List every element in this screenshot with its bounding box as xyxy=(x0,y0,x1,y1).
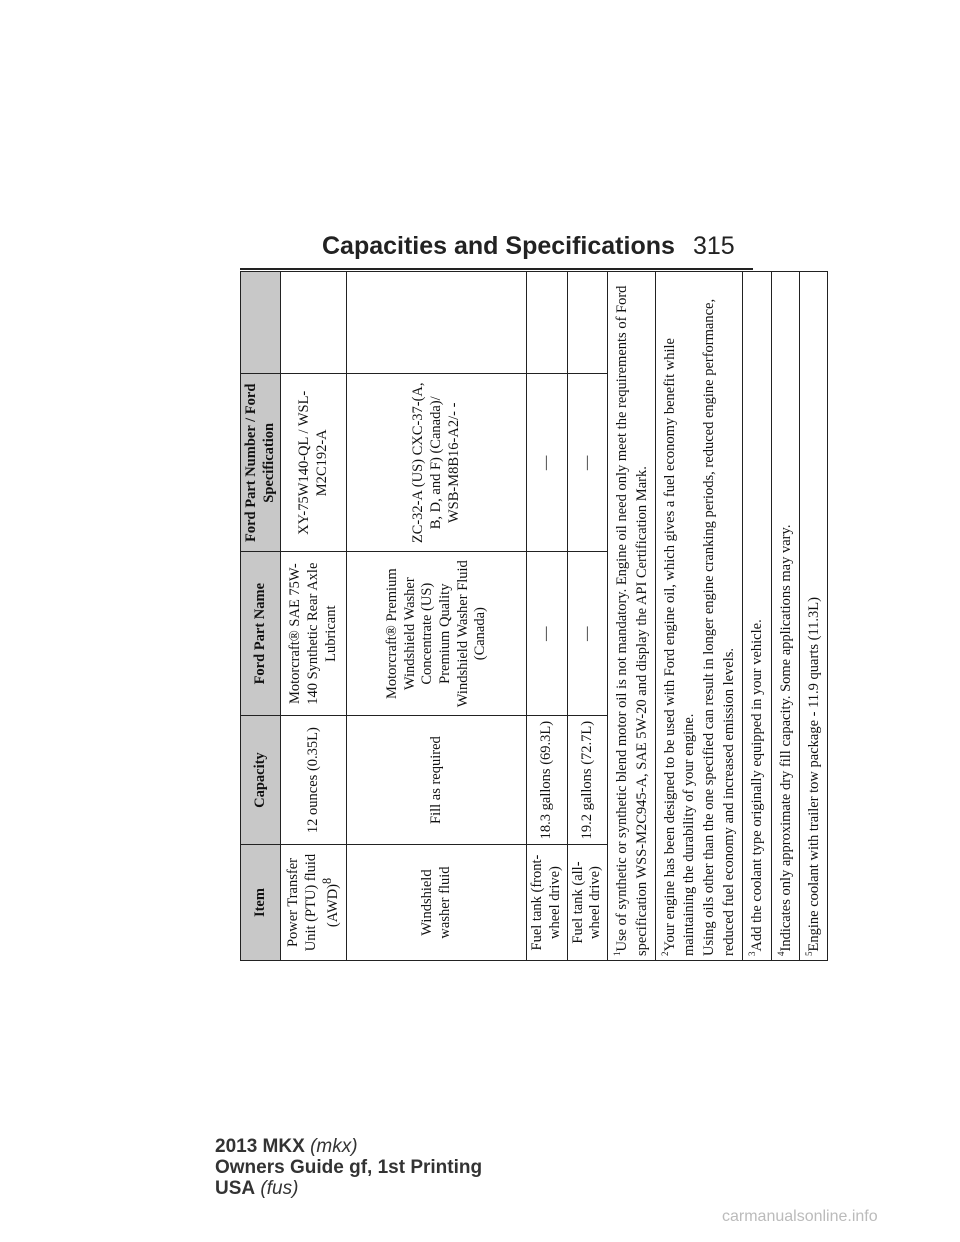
cell-part-name: Motorcraft® SAE 75W-140 Synthetic Rear Axle Lubricant xyxy=(281,552,347,716)
cell-empty xyxy=(527,272,567,374)
footnote-row xyxy=(656,272,743,961)
cell-part-number: — xyxy=(527,374,567,552)
footnote-1: $^1$Use of synthetic or synthetic blend motor oil is not mandatory. Engine oil need only meet the requirements of Ford specification WSS-M2C945-A, SAE 5W-20 and display the API Certification Mark. xyxy=(608,272,656,961)
cell-capacity: 18.3 gallons (69.3L) xyxy=(527,716,567,845)
cell-part-name: — xyxy=(567,552,607,716)
table-row xyxy=(281,272,347,961)
column-header-item: Item xyxy=(241,845,281,961)
watermark: carmanualsonline.info xyxy=(722,1208,878,1225)
footer-region: USA xyxy=(215,1178,256,1199)
cell-capacity: 19.2 gallons (72.7L) xyxy=(567,716,607,845)
specifications-table-container xyxy=(240,271,822,961)
column-header-part-name: Ford Part Name xyxy=(241,552,281,716)
footnote-2: $^2$Your engine has been designed to be used with Ford engine oil, which gives a fuel economy benefit while maintaining the durability of your engine. Using oils other than the one specified can result in longer engine cranking periods, reduced engine performance, reduced fuel economy and increased emission levels. xyxy=(656,272,743,961)
footnote-5: $^5$Engine coolant with trailer tow package - 11.9 quarts (11.3L) xyxy=(799,272,827,961)
cell-part-number: — xyxy=(567,374,607,552)
footer-guide: Owners Guide gf, 1st Printing xyxy=(215,1157,483,1178)
cell-item: Power Transfer Unit (PTU) fluid (AWD)$^8$ xyxy=(281,845,347,961)
column-header-blank xyxy=(241,272,281,374)
cell-part-name: — xyxy=(527,552,567,716)
specifications-table xyxy=(240,271,828,961)
footnote-4: $^4$Indicates only approximate dry fill capacity. Some applications may vary. xyxy=(771,272,799,961)
cell-item: Fuel tank (all-wheel drive) xyxy=(567,845,607,961)
cell-capacity: Fill as required xyxy=(347,716,527,845)
cell-part-name: Motorcraft® Premium Windshield Washer Concentrate (US) Premium Quality Windshield Washer Fluid (Canada) xyxy=(347,552,527,716)
header-divider xyxy=(240,268,753,270)
table-row xyxy=(567,272,607,961)
footnote-row xyxy=(799,272,827,961)
table-row xyxy=(527,272,567,961)
cell-item: Fuel tank (front-wheel drive) xyxy=(527,845,567,961)
footer-model: 2013 MKX xyxy=(215,1136,305,1157)
footnote-row xyxy=(743,272,771,961)
footnote-row xyxy=(771,272,799,961)
cell-capacity: 12 ounces (0.35L) xyxy=(281,716,347,845)
document-footer xyxy=(215,1136,482,1199)
footnote-row xyxy=(608,272,656,961)
cell-empty xyxy=(347,272,527,374)
footnote-3: $^3$Add the coolant type originally equipped in your vehicle. xyxy=(743,272,771,961)
column-header-capacity: Capacity xyxy=(241,716,281,845)
table-row xyxy=(347,272,527,961)
cell-empty xyxy=(567,272,607,374)
page-title: Capacities and Specifications xyxy=(322,232,675,260)
column-header-part-number: Ford Part Number / Ford Specification xyxy=(241,374,281,552)
cell-item: Windshield washer fluid xyxy=(347,845,527,961)
cell-empty xyxy=(281,272,347,374)
footer-model-code: (mkx) xyxy=(310,1136,358,1157)
page-number: 315 xyxy=(693,232,735,260)
cell-part-number: XY-75W140-QL / WSL-M2C192-A xyxy=(281,374,347,552)
cell-part-number: ZC-32-A (US) CXC-37-(A, B, D, and F) (Canada)/ WSB-M8B16-A2/- - xyxy=(347,374,527,552)
table-header-row xyxy=(241,272,281,961)
footer-region-code: (fus) xyxy=(260,1178,299,1199)
